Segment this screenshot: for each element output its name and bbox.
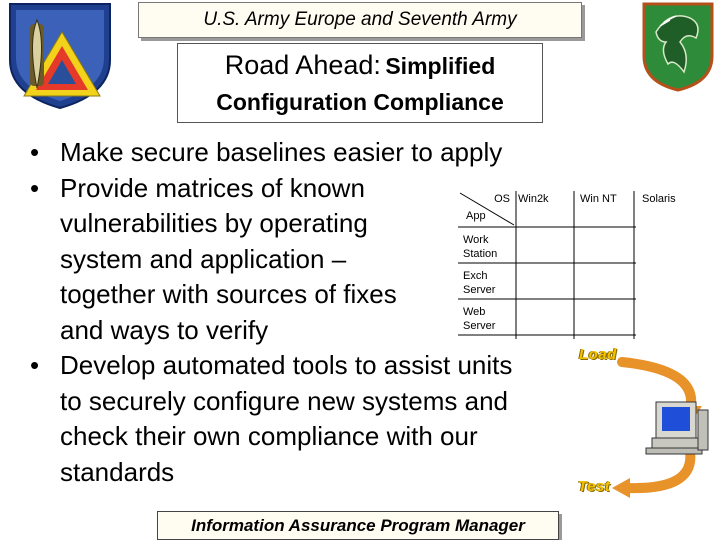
test-label: Test xyxy=(578,478,611,495)
bullet-text: and ways to verify xyxy=(60,314,269,345)
matrix-row-header: Work Station xyxy=(463,234,498,260)
army-europe-insignia xyxy=(4,2,116,110)
organization-title: U.S. Army Europe and Seventh Army xyxy=(203,9,517,30)
bullet-text: Make secure baselines easier to apply xyxy=(60,137,503,167)
title-line-1 xyxy=(178,50,542,81)
vulnerability-matrix xyxy=(458,191,698,341)
organization-header xyxy=(138,2,582,38)
matrix-grid xyxy=(458,191,698,341)
bullet-item xyxy=(30,171,512,349)
slide-title-box xyxy=(177,43,543,123)
arrow-bottom xyxy=(628,452,690,488)
matrix-row-header: Web Server xyxy=(463,306,496,332)
dragon-unit-insignia xyxy=(640,2,716,92)
computer-icon xyxy=(646,402,708,454)
bullet-text: Develop automated tools to assist units xyxy=(60,350,513,380)
bullet-list xyxy=(30,135,512,490)
bullet-dot-icon: • xyxy=(30,172,40,203)
bullet-item xyxy=(30,348,512,490)
footer-label: Information Assurance Program Manager xyxy=(191,515,525,535)
bullet-text: Provide matrices of known xyxy=(60,172,365,203)
matrix-col-header: Solaris xyxy=(642,193,676,205)
matrix-col-header: Win2k xyxy=(518,193,549,205)
load-label: Load xyxy=(579,346,617,363)
arrow-head-bottom xyxy=(612,478,630,498)
title-sub: Simplified xyxy=(385,53,496,79)
corner-os-label: OS xyxy=(494,193,510,205)
bullet-text: together with sources of fixes xyxy=(60,279,397,309)
bullet-text: to securely configure new systems and xyxy=(60,385,508,416)
bullet-dot-icon: • xyxy=(30,137,40,167)
bullet-text: vulnerabilities by operating xyxy=(60,208,368,238)
title-line-2: Configuration Compliance xyxy=(216,89,504,115)
matrix-col-header: Win NT xyxy=(580,193,617,205)
bullet-text: standards xyxy=(60,456,175,487)
footer-box xyxy=(157,511,559,540)
title-main: Road Ahead: xyxy=(224,50,381,80)
bullet-text: system and application – xyxy=(60,243,347,274)
corner-app-label: App xyxy=(466,210,486,222)
bullet-item xyxy=(30,135,512,171)
matrix-row-header: Exch Server xyxy=(463,270,496,296)
bullet-dot-icon: • xyxy=(30,350,40,380)
bullet-text: check their own compliance with our xyxy=(60,421,478,451)
